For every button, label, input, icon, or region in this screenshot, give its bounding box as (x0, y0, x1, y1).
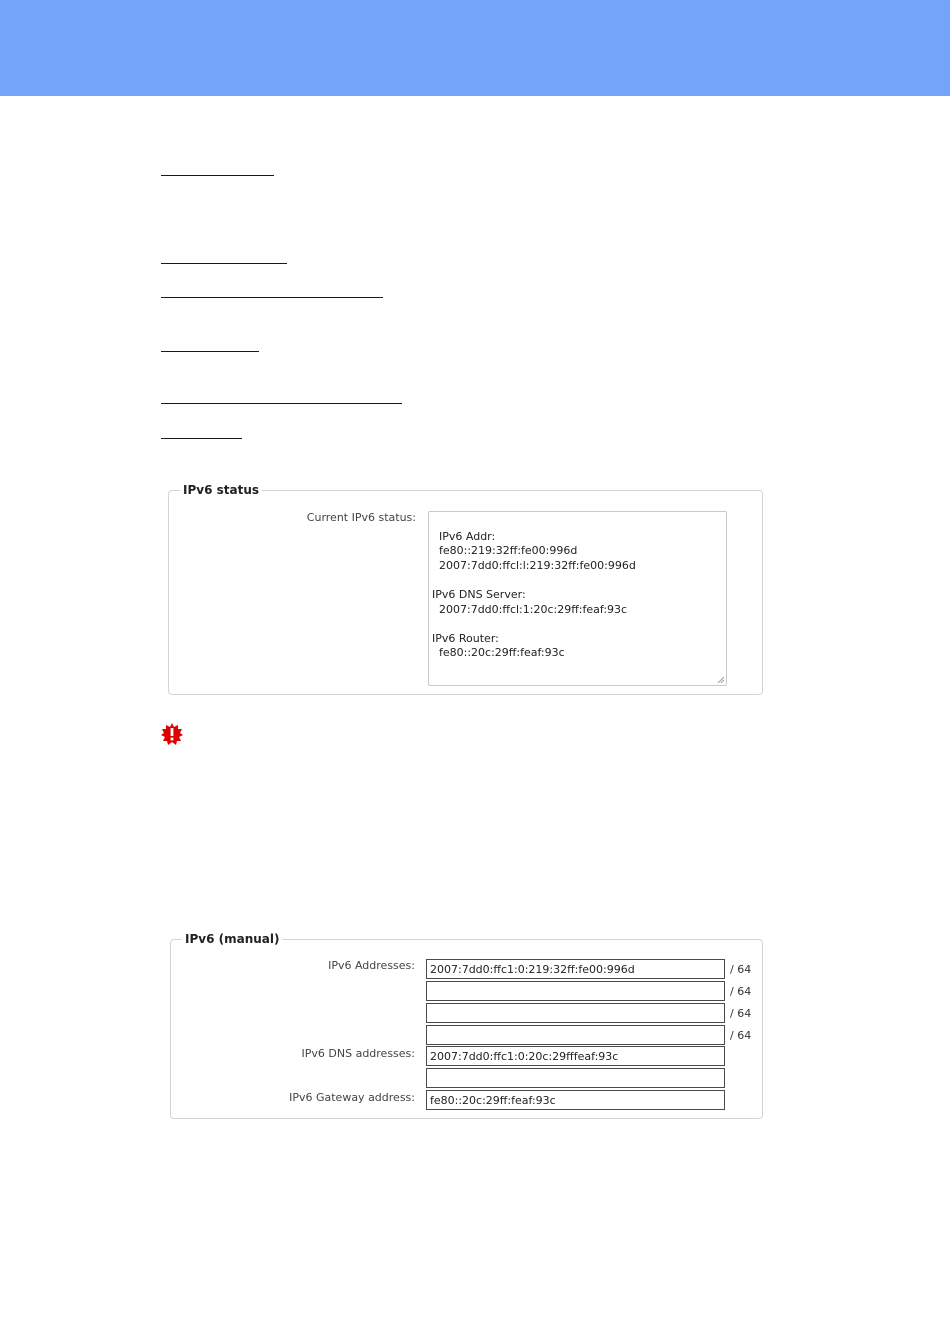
ipv6-status-legend: IPv6 status (183, 483, 260, 497)
ipv6-dns-field-1[interactable] (426, 1046, 725, 1066)
prefix-length-label: / 64 (730, 1029, 752, 1042)
ipv6-gateway-field[interactable] (426, 1090, 725, 1110)
prefix-length-label: / 64 (730, 985, 752, 998)
ipv6-dns-addresses-label: IPv6 DNS addresses: (301, 1047, 415, 1060)
ipv6-status-textarea[interactable] (428, 511, 727, 686)
ipv6-dns-field-2[interactable] (426, 1068, 725, 1088)
resize-grip-icon[interactable] (717, 676, 724, 683)
ipv6-address-field-1[interactable] (426, 959, 725, 979)
current-ipv6-status-label: Current IPv6 status: (306, 511, 416, 524)
divider-line (161, 351, 259, 352)
divider-line (161, 263, 287, 264)
warning-burst-icon (161, 723, 183, 745)
ipv6-address-field-3[interactable] (426, 1003, 725, 1023)
ipv6-addresses-label: IPv6 Addresses: (328, 959, 415, 972)
prefix-length-label: / 64 (730, 1007, 752, 1020)
divider-line (161, 297, 383, 298)
ipv6-gateway-address-label: IPv6 Gateway address: (289, 1091, 415, 1104)
divider-line (161, 403, 402, 404)
divider-line (161, 175, 274, 176)
header-bar (0, 0, 950, 96)
divider-line (161, 438, 242, 439)
prefix-length-label: / 64 (730, 963, 752, 976)
ipv6-address-field-2[interactable] (426, 981, 725, 1001)
ipv6-status-text: IPv6 Addr: fe80::219:32ff:fe00:996d 2007:7dd0:ffcl:l:219:32ff:fe00:996d IPv6 DNS Server: 2007:7dd0:ffcl:1:20c:29ff:feaf:93c IPv6 Router: fe80::20c:29ff:feaf:93c (432, 529, 636, 660)
ipv6-address-field-4[interactable] (426, 1025, 725, 1045)
ipv6-manual-legend: IPv6 (manual) (185, 932, 280, 946)
